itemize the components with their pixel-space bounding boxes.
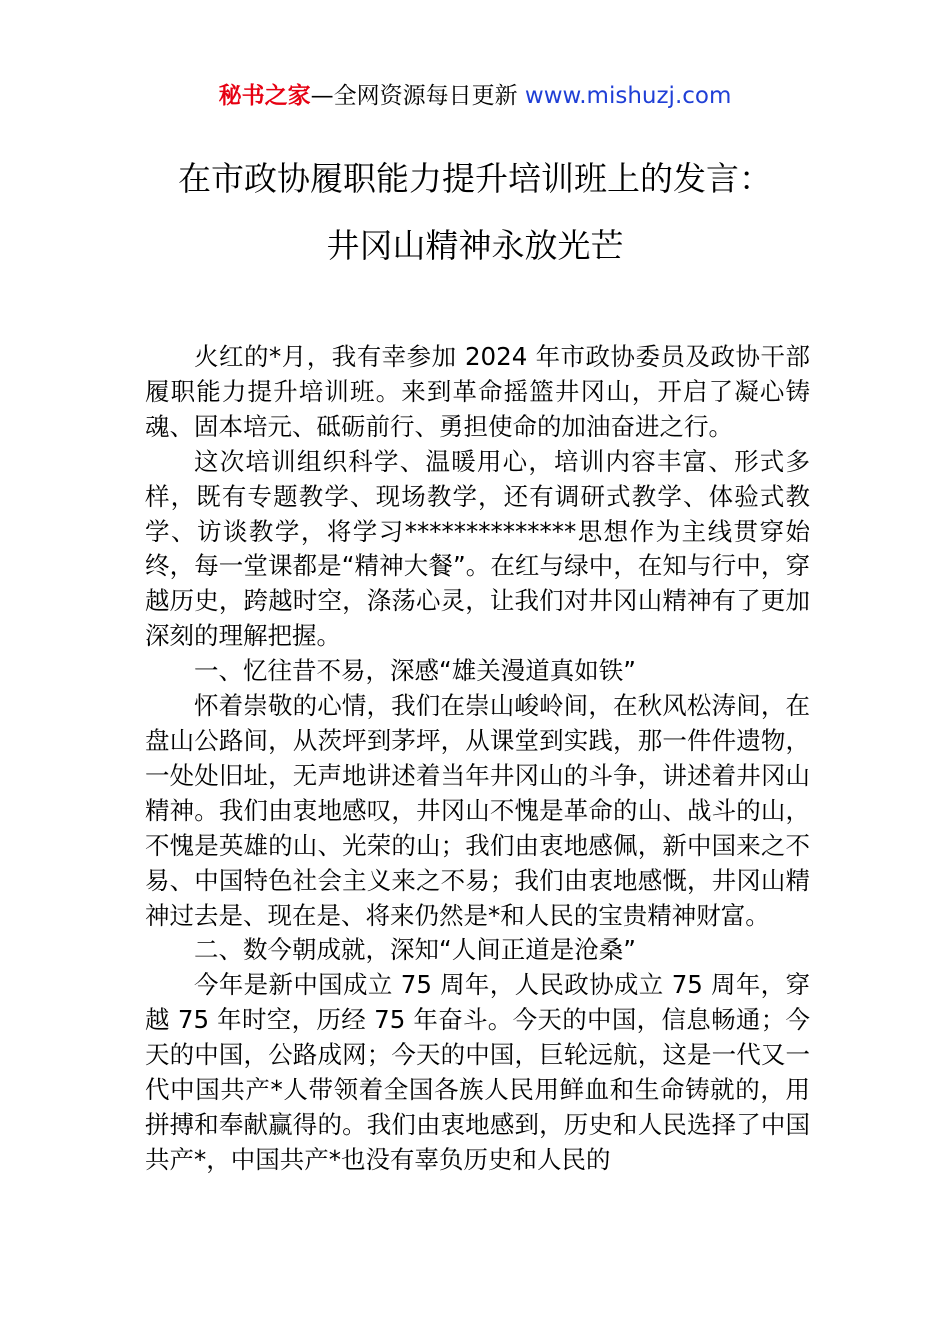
body-paragraph: 今年是新中国成立 75 周年，人民政协成立 75 周年，穿越 75 年时空，历经 75 年奋斗。今天的中国，信息畅通；今天的中国，公路成网；今天的中国，巨轮远航，这是一代又一代中国共产*人带领着全国各族人民用鲜血和生命铸就的，用拼搏和奉献赢得的。我们由衷地感到，历史和人民选择了中国共产*，中国共产*也没有辜负历史和人民的 [145,970,810,1174]
body-paragraph: 这次培训组织科学、温暖用心，培训内容丰富、形式多样，既有专题教学、现场教学，还有调研式教学、体验式教学、访谈教学，将学习**************思想作为主线贯穿始终，每一堂课都是“精神大餐”。在红与绿中，在知与行中，穿越历史，跨越时空，涤荡心灵，让我们对井冈山精神有了更加深刻的理解把握。 [145,446,810,651]
site-brand: 秘书之家 [218,83,311,109]
site-header [0,80,950,112]
document-title-line-1: 在市政协履职能力提升培训班上的发言： [178,159,772,198]
document-title-line-2: 井冈山精神永放光芒 [326,226,624,265]
site-tagline: —全网资源每日更新 [310,83,525,109]
body-paragraph: 火红的*月，我有幸参加 2024 年市政协委员及政协干部履职能力提升培训班。来到革命摇篮井冈山，开启了凝心铸魂、固本培元、砥砺前行、勇担使命的加油奋进之行。 [145,342,810,441]
site-url-link[interactable]: www.mishuzj.com [524,83,732,109]
section-heading: 二、数今朝成就，深知“人间正道是沧桑” [194,935,636,965]
section-heading: 一、忆往昔不易，深感“雄关漫道真如铁” [194,656,636,686]
document-body [145,340,810,1178]
body-paragraph: 怀着崇敬的心情，我们在崇山峻岭间，在秋风松涛间，在盘山公路间，从茨坪到茅坪，从课堂到实践，那一件件遗物，一处处旧址，无声地讲述着当年井冈山的斗争，讲述着井冈山精神。我们由衷地感叹，井冈山不愧是革命的山、战斗的山，不愧是英雄的山、光荣的山；我们由衷地感佩，新中国来之不易、中国特色社会主义来之不易；我们由衷地感慨，井冈山精神过去是、现在是、将来仍然是*和人民的宝贵精神财富。 [145,691,810,930]
